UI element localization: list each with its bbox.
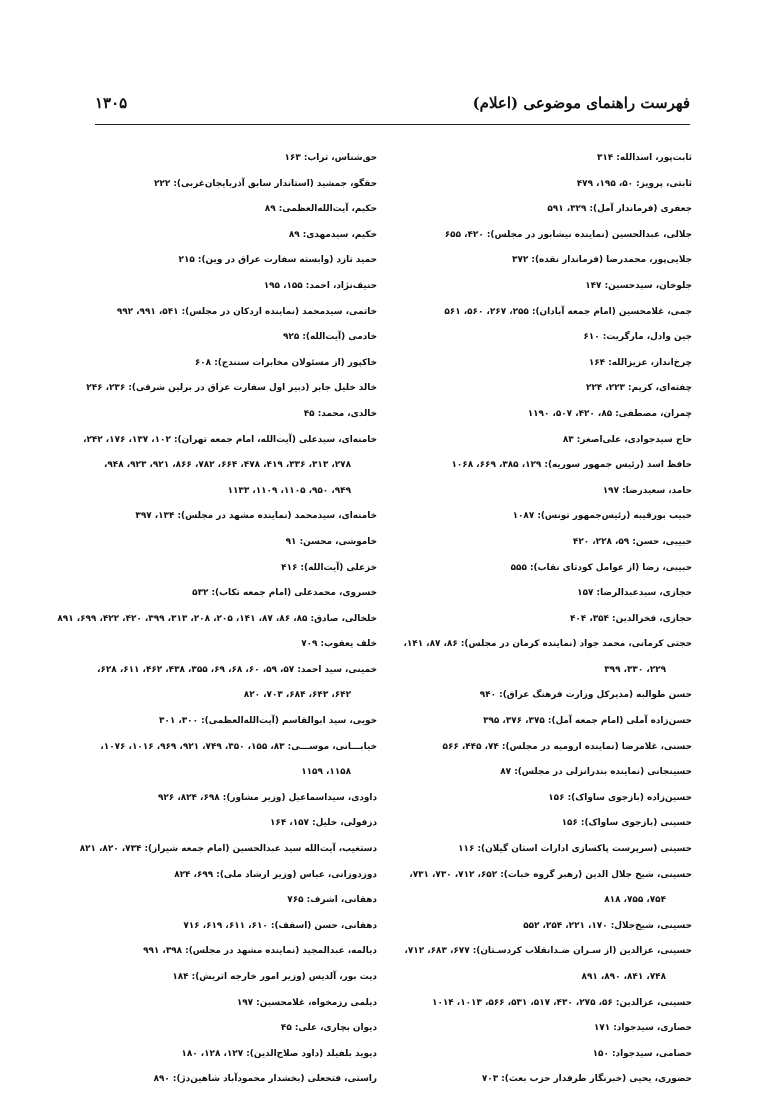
- index-entry: خاموشی، محسن: ۹۱: [285, 536, 377, 547]
- index-entry: جلایی‌پور، محمدرضا (فرماندار نقده): ۳۷۲: [512, 255, 692, 266]
- index-column-right: [403, 146, 692, 1093]
- index-entry: خویی، سید ابوالقاسم (آیت‌الله‌العظمی): ۳۰۰، ۳۰۱: [159, 716, 377, 727]
- index-entry: حجازی، فخرالدین: ۳۵۴، ۴۰۴: [569, 613, 692, 624]
- index-entry: حجازی، سیدعبدالرضا: ۱۵۷: [577, 588, 692, 599]
- index-entry: ثابت‌پور، اسدالله: ۳۱۴: [596, 153, 692, 163]
- index-entry: حسینی، شیخ جلال الدین (رهبر گروه خبات): ۶۵۲، ۷۱۲، ۷۳۰، ۷۳۱،: [409, 869, 692, 880]
- index-entry: حسن طوالبه (مدیرکل وزارت فرهنگ عراق): ۹۴۰: [479, 690, 692, 701]
- index-entry: حضوری، یحیی (خبرنگار طرفدار حزب بعث): ۷۰۳: [481, 1074, 692, 1085]
- index-entry: دهقانی، اشرف: ۷۶۵: [287, 895, 377, 906]
- index-entry: جمی، غلامحسین (امام جمعه آبادان): ۲۵۵، ۲۶۷، ۵۶۰، ۵۶۱: [444, 306, 692, 317]
- index-entry: جعفری (فرماندار آمل): ۳۲۹، ۵۹۱: [547, 204, 692, 215]
- index-entry: خیابـــانی، موســـی: ۸۳، ۱۵۵، ۳۵۰، ۷۴۹، ۹۲۱، ۹۶۹، ۱۰۱۶، ۱۰۷۶،: [100, 741, 377, 752]
- index-entry-continuation: ۲۲۹، ۳۳۰، ۳۹۹: [604, 664, 666, 675]
- index-entry: خلخالی، صادق: ۸۵، ۸۶، ۸۷، ۱۴۱، ۲۰۵، ۲۰۸، ۳۱۳، ۳۹۹، ۴۲۰، ۴۲۲، ۶۹۹، ۸۹۱: [57, 613, 377, 624]
- index-entry: خزعلی (آیت‌الله): ۴۱۶: [281, 562, 377, 573]
- index-entry: حکیم، آیت‌الله‌العظمی: ۸۹: [264, 204, 377, 215]
- index-entry: خلف یعقوب: ۷۰۹: [301, 639, 377, 650]
- index-entry: حسینی، عزالدین: ۵۶، ۲۷۵، ۴۳۰، ۵۱۷، ۵۳۱، ۵۶۶، ۱۰۱۳، ۱۰۱۴: [432, 997, 692, 1008]
- index-entry: حبیبی، حسن: ۵۹، ۲۲۸، ۴۲۰: [572, 536, 692, 547]
- index-entry: حسن‌زاده آملی (امام جمعه آمل): ۳۷۵، ۳۷۶، ۳۹۵: [483, 716, 692, 727]
- index-entry: دیالمه، عبدالمجید (نماینده مشهد در مجلس): ۳۹۸، ۹۹۱: [143, 946, 377, 957]
- index-entry: حصامی، سیدجواد: ۱۵۰: [592, 1048, 692, 1059]
- index-entry: دوزدوزانی، عباس (وزیر ارشاد ملی): ۶۹۹، ۸۲۴: [174, 869, 377, 880]
- index-entry: حسینی (بازجوی ساواک): ۱۵۶: [561, 818, 692, 829]
- page-number: ۱۳۰۵: [95, 94, 128, 112]
- index-entry: خامنه‌ای، سیدعلی (آیت‌الله، امام جمعه تهران): ۱۰۲، ۱۳۷، ۱۷۶، ۲۴۲،: [83, 434, 377, 445]
- index-entry: حبیبی، رضا (از عوامل کودتای نقاب): ۵۵۵: [510, 562, 692, 573]
- index-entry: داودی، سیداسماعیل (وزیر مشاور): ۶۹۸، ۸۲۴، ۹۲۶: [157, 792, 377, 803]
- index-entry: حسینی، عزالدین (از سـران ضـدانقلاب کردسـتان): ۶۷۷، ۶۸۳، ۷۱۲،: [404, 946, 692, 957]
- index-entry: حق‌شناس، تراب: ۱۶۳: [284, 153, 377, 163]
- index-entry: خسروی، محمدعلی (امام جمعه تکاب): ۵۳۲: [192, 588, 377, 599]
- index-entry: دیوید بلفیلد (داود صلاح‌الدین): ۱۲۷، ۱۲۸، ۱۸۰: [181, 1048, 377, 1059]
- index-entry-continuation: ۷۴۸، ۸۴۱، ۸۹۰، ۸۹۱: [581, 972, 666, 982]
- index-entry: حافظ اسد (رئیس جمهور سوریه): ۱۲۹، ۳۸۵، ۶۶۹، ۱۰۶۸: [451, 460, 692, 471]
- index-entry: حقگو، جمشید (استاندار سابق آذربایجان‌غربی): ۲۲۲: [153, 178, 377, 189]
- index-entry: حبیب بورقیبه (رئیس‌جمهور تونس): ۱۰۸۷: [512, 511, 692, 522]
- index-entry: حسینی (سرپرست پاکسازی ادارات استان گیلان): ۱۱۶: [458, 844, 692, 855]
- index-entry-continuation: ۱۱۵۸، ۱۱۵۹: [301, 767, 351, 778]
- index-entry: حاج سیدجوادی، علی‌اصغر: ۸۳: [562, 434, 692, 445]
- index-entry: حسینی، شیخ‌جلال: ۱۷۰، ۲۲۱، ۲۵۴، ۵۵۲: [523, 920, 692, 931]
- index-entry: حسینجانی (نماینده بندرانزلی در مجلس): ۸۷: [500, 767, 692, 778]
- index-entry: خمینی، سید احمد: ۵۷، ۵۹، ۶۰، ۶۸، ۶۹، ۳۵۵، ۴۳۸، ۴۶۲، ۶۱۱، ۶۲۸،: [97, 664, 377, 675]
- index-entry: دستغیب، آیت‌الله سید عبدالحسین (امام جمعه شیراز): ۷۳۴، ۸۲۰، ۸۲۱: [79, 844, 377, 855]
- header-rule: [95, 124, 690, 125]
- index-entry: حسین‌زاده (بازجوی ساواک): ۱۵۶: [548, 792, 692, 803]
- index-entry-continuation: ۶۴۲، ۶۴۳، ۶۸۴، ۷۰۳، ۸۲۰: [243, 690, 351, 701]
- page-title: فهرست راهنمای موضوعی (اعلام): [472, 94, 690, 112]
- index-entry: دزفولی، خلیل: ۱۵۷، ۱۶۴: [269, 818, 377, 829]
- index-entry: خادمی (آیت‌الله): ۹۲۵: [282, 332, 377, 343]
- index-entry: حنیف‌نژاد، احمد: ۱۵۵، ۱۹۵: [263, 280, 377, 291]
- index-entry: ثابتی، پرویز: ۵۰، ۱۹۵، ۴۷۹: [576, 178, 692, 189]
- index-entry: جین وادل، مارگریت: ۶۱۰: [583, 332, 692, 343]
- index-entry: جلوخان، سیدحسین: ۱۴۷: [585, 280, 692, 291]
- index-entry-continuation: ۲۷۸، ۳۱۳، ۳۳۶، ۴۱۹، ۴۷۸، ۶۶۴، ۷۸۲، ۸۶۶، ۹۲۱، ۹۲۳، ۹۴۸،: [104, 460, 351, 471]
- index-entry: حصاری، سیدجواد: ۱۷۱: [593, 1023, 692, 1034]
- index-entry: چمران، مصطفی: ۸۵، ۴۲۰، ۵۰۷، ۱۱۹۰: [527, 408, 692, 419]
- index-column-left: [57, 146, 377, 1093]
- index-entry: دیوان بچاری، علی: ۴۵: [280, 1023, 377, 1034]
- index-entry: جلالی، عبدالحسین (نماینده نیشابور در مجلس): ۴۲۰، ۶۵۵: [444, 229, 692, 240]
- index-entry: حکیم، سیدمهدی: ۸۹: [288, 229, 377, 240]
- index-entry: حامد، سعیدرضا: ۱۹۷: [602, 485, 692, 496]
- page-header: [95, 94, 690, 118]
- index-entry-continuation: ۷۵۴، ۷۵۵، ۸۱۸: [604, 895, 666, 906]
- index-entry: راستی، فتحعلی (بخشدار محمودآباد شاهین‌دژ): ۸۹۰: [153, 1074, 377, 1085]
- index-entry: خاکپور (از مسئولان مخابرات سنندج): ۶۰۸: [194, 357, 377, 368]
- index-entry: چفته‌ای، کریم: ۲۲۳، ۲۲۴: [585, 383, 692, 394]
- index-entry: خالد خلیل جابر (دبیر اول سفارت عراق در برلین شرقی): ۲۳۶، ۲۴۶: [86, 383, 377, 394]
- index-entry: دیلمی رزمخواه، غلامحسین: ۱۹۷: [236, 997, 377, 1008]
- index-entry-continuation: ۹۴۹، ۹۵۰، ۱۱۰۵، ۱۱۰۹، ۱۱۳۳: [227, 485, 351, 496]
- index-entry: خاتمی، سیدمحمد (نماینده اردکان در مجلس): ۵۴۱، ۹۹۱، ۹۹۲: [116, 306, 377, 317]
- index-entry: خامنه‌ای، سیدمحمد (نماینده مشهد در مجلس): ۱۳۴، ۳۹۷: [135, 511, 377, 522]
- index-entry: چرخ‌انداز، عزیزالله: ۱۶۴: [588, 357, 692, 368]
- index-entry: خالدی، محمد: ۴۵: [303, 408, 377, 419]
- index-entry: حسنی، غلامرضا (نماینده ارومیه در مجلس): ۷۴، ۴۴۵، ۵۶۶: [442, 741, 692, 752]
- index-entry: دیت بور، آلدیس (وزیر امور خارجه اتریش): ۱۸۴: [172, 972, 377, 982]
- index-entry: حمید تازد (وابسته سفارت عراق در وین): ۲۱۵: [178, 255, 377, 266]
- index-entry: دهقانی، حسن (اسقف): ۶۱۰، ۶۱۱، ۶۱۹، ۷۱۶: [183, 920, 377, 931]
- index-entry: حجتی کرمانی، محمد جواد (نماینده کرمان در مجلس): ۸۶، ۸۷، ۱۴۱،: [403, 639, 692, 650]
